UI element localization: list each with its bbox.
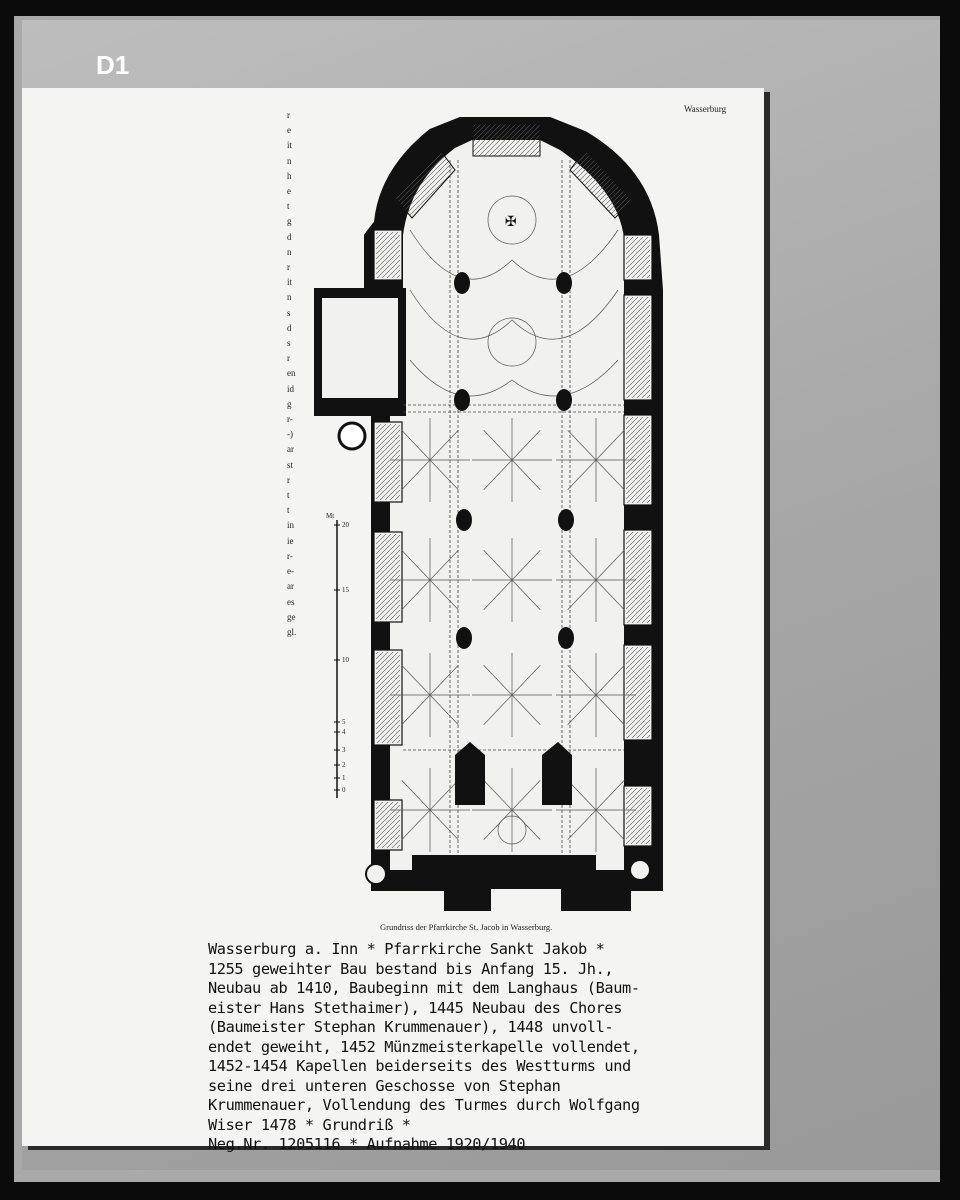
- text-fragment: n: [287, 246, 292, 257]
- text-fragment: es: [287, 596, 295, 607]
- text-fragment: s: [287, 307, 291, 318]
- caption-line: eister Hans Stethaimer), 1445 Neubau des Chores: [208, 998, 623, 1017]
- svg-text:✠: ✠: [505, 214, 517, 230]
- text-fragment: d: [287, 231, 292, 242]
- text-fragment: t: [287, 201, 290, 212]
- caption-line: Wasserburg a. Inn * Pfarrkirche Sankt Jakob *: [208, 940, 605, 958]
- caption-line: Neubau ab 1410, Baubeginn mit dem Langhaus (Baum-: [208, 979, 640, 997]
- caption-line: 1255 geweihter Bau bestand bis Anfang 15. Jh.,: [208, 959, 614, 978]
- caption-line: 1452-1454 Kapellen beiderseits des Westturms und: [208, 1057, 631, 1075]
- text-fragment: g: [287, 216, 292, 227]
- text-fragment: h: [287, 170, 292, 181]
- scale-label: 5: [342, 718, 346, 726]
- scale-label: 4: [342, 728, 346, 736]
- text-fragment: ge: [287, 611, 296, 622]
- caption-line: Wiser 1478 * Grundriß *: [208, 1115, 411, 1134]
- interior: [390, 140, 624, 870]
- text-fragment: ie: [287, 535, 294, 546]
- text-fragment: r: [287, 262, 290, 273]
- text-fragment: gl.: [287, 626, 297, 637]
- caption-line: Neg.Nr. 1205116 * Aufnahme 1920/1940: [208, 1135, 526, 1153]
- text-fragment: it: [287, 277, 293, 288]
- text-fragment: ar: [287, 581, 294, 592]
- text-fragment: -): [287, 429, 293, 440]
- text-fragment: id: [287, 383, 295, 394]
- text-fragment: r: [287, 110, 290, 120]
- caption-line: Krummenauer, Vollendung des Turmes durch Wolfgang: [208, 1096, 640, 1114]
- text-fragment: e-: [287, 566, 294, 577]
- text-fragment: in: [287, 520, 295, 531]
- text-fragment: en: [287, 368, 296, 379]
- caption-line: seine drei unteren Geschosse von Stephan: [208, 1076, 561, 1095]
- church-floor-plan: [300, 110, 680, 920]
- text-fragment: n: [287, 155, 292, 166]
- text-fragment: it: [287, 140, 293, 151]
- plan-caption: Grundriss der Pfarrkirche St. Jacob in Wasserburg.: [380, 922, 553, 932]
- page-header: Wasserburg: [684, 104, 727, 114]
- caption-line: endet geweiht, 1452 Münzmeisterkapelle vollendet,: [208, 1037, 640, 1056]
- text-fragment: ar: [287, 444, 294, 455]
- scale-label: 0: [342, 786, 346, 794]
- scale-label: 20: [342, 521, 349, 529]
- caption-line: (Baumeister Stephan Krummenauer), 1448 unvoll-: [208, 1018, 614, 1036]
- scale-label: 1: [342, 774, 346, 782]
- text-fragment: r: [287, 474, 290, 485]
- text-fragment: s: [287, 338, 291, 349]
- slide-tag: D1: [96, 50, 130, 80]
- scale-label: 15: [342, 586, 349, 594]
- archive-caption: [208, 940, 768, 1155]
- text-fragment: t: [287, 490, 290, 501]
- text-fragment: t: [287, 505, 290, 516]
- text-fragment: r: [287, 353, 290, 364]
- scale-label: 10: [342, 656, 349, 664]
- text-fragment: g: [287, 398, 292, 409]
- scale-unit: Mt: [326, 512, 335, 520]
- scale-bar: [326, 512, 350, 798]
- scale-label: 2: [342, 761, 346, 769]
- text-fragment: e: [287, 125, 291, 136]
- text-fragment: n: [287, 292, 292, 303]
- text-fragment: r-: [287, 550, 293, 561]
- text-fragment: e: [287, 186, 291, 197]
- text-fragment: d: [287, 322, 292, 333]
- text-fragment: st: [287, 459, 294, 470]
- scale-label: 3: [342, 746, 346, 754]
- text-fragment: r-: [287, 414, 293, 425]
